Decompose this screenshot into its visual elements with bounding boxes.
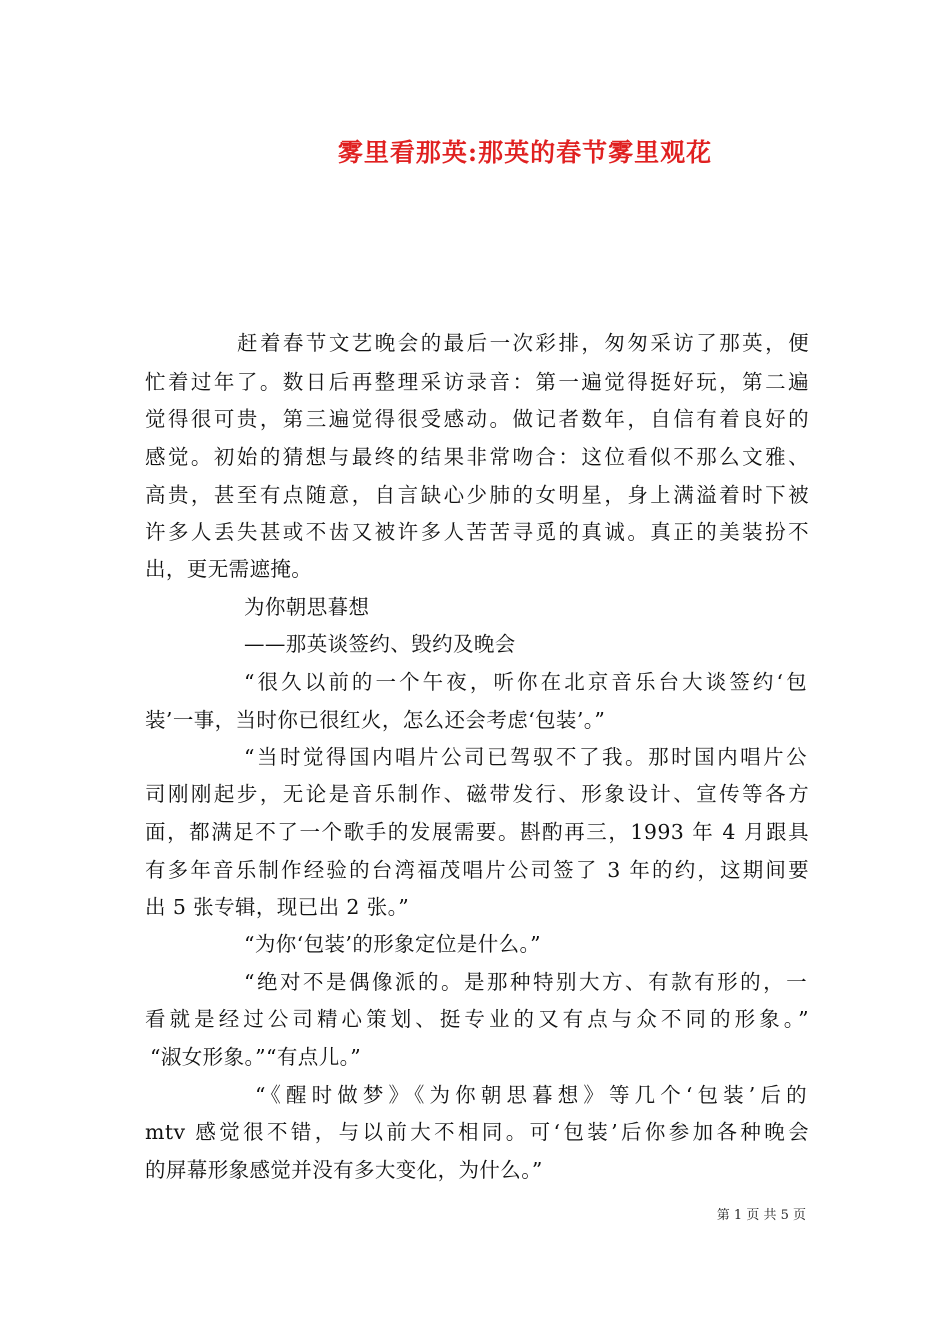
page-number-footer: 第 1 页 共 5 页	[716, 1208, 806, 1223]
paragraph-line: “为你‘包装’的形象定位是什么。”	[244, 932, 542, 956]
paragraph-line: 感觉。初始的猜想与最终的结果非常吻合：这位看似不那么文雅、	[145, 445, 809, 469]
paragraph-line: mtv 感觉很不错，与以前大不相同。可‘包装’后你参加各种晚会	[145, 1120, 809, 1144]
paragraph-line: 有多年音乐制作经验的台湾福茂唱片公司签了 3 年的约，这期间要	[145, 858, 809, 882]
paragraph-line: “淑女形象。”“有点儿。”	[150, 1045, 362, 1069]
paragraph-line: 出 5 张专辑，现已出 2 张。”	[145, 895, 410, 919]
document-title: 雾里看那英:那英的春节雾里观花	[337, 138, 713, 167]
paragraph-line: 觉得很可贵，第三遍觉得很受感动。做记者数年，自信有着良好的	[145, 407, 809, 431]
paragraph-line: 的屏幕形象感觉并没有多大变化，为什么。”	[145, 1158, 543, 1182]
paragraph-line: “很久以前的一个午夜，听你在北京音乐台大谈签约‘包	[244, 670, 807, 694]
paragraph-line: 出，更无需遮掩。	[145, 557, 313, 581]
paragraph-line: “当时觉得国内唱片公司已驾驭不了我。那时国内唱片公	[244, 745, 807, 769]
paragraph-line: 赶着春节文艺晚会的最后一次彩排，匆匆采访了那英，便	[237, 331, 809, 355]
paragraph-line: 面，都满足不了一个歌手的发展需要。斟酌再三，1993 年 4 月跟具	[145, 820, 809, 844]
section-subheading: ——那英谈签约、毁约及晚会	[244, 632, 516, 656]
paragraph-line: 忙着过年了。数日后再整理采访录音：第一遍觉得挺好玩，第二遍	[145, 370, 809, 394]
paragraph-line: “《醒时做梦》《为你朝思暮想》等几个‘包装’后的	[255, 1083, 807, 1107]
paragraph-line: 装’一事，当时你已很红火，怎么还会考虑‘包装’。”	[145, 708, 606, 732]
paragraph-line: 看就是经过公司精心策划、挺专业的又有点与众不同的形象。”	[145, 1007, 809, 1031]
section-heading: 为你朝思暮想	[244, 595, 370, 619]
paragraph-line: 许多人丢失甚或不齿又被许多人苦苦寻觅的真诚。真正的美装扮不	[145, 520, 809, 544]
paragraph-line: 高贵，甚至有点随意，自言缺心少肺的女明星，身上满溢着时下被	[145, 483, 809, 507]
paragraph-line: 司刚刚起步，无论是音乐制作、磁带发行、形象设计、宣传等各方	[145, 782, 809, 806]
paragraph-line: “绝对不是偶像派的。是那种特别大方、有款有形的，一	[244, 970, 807, 994]
